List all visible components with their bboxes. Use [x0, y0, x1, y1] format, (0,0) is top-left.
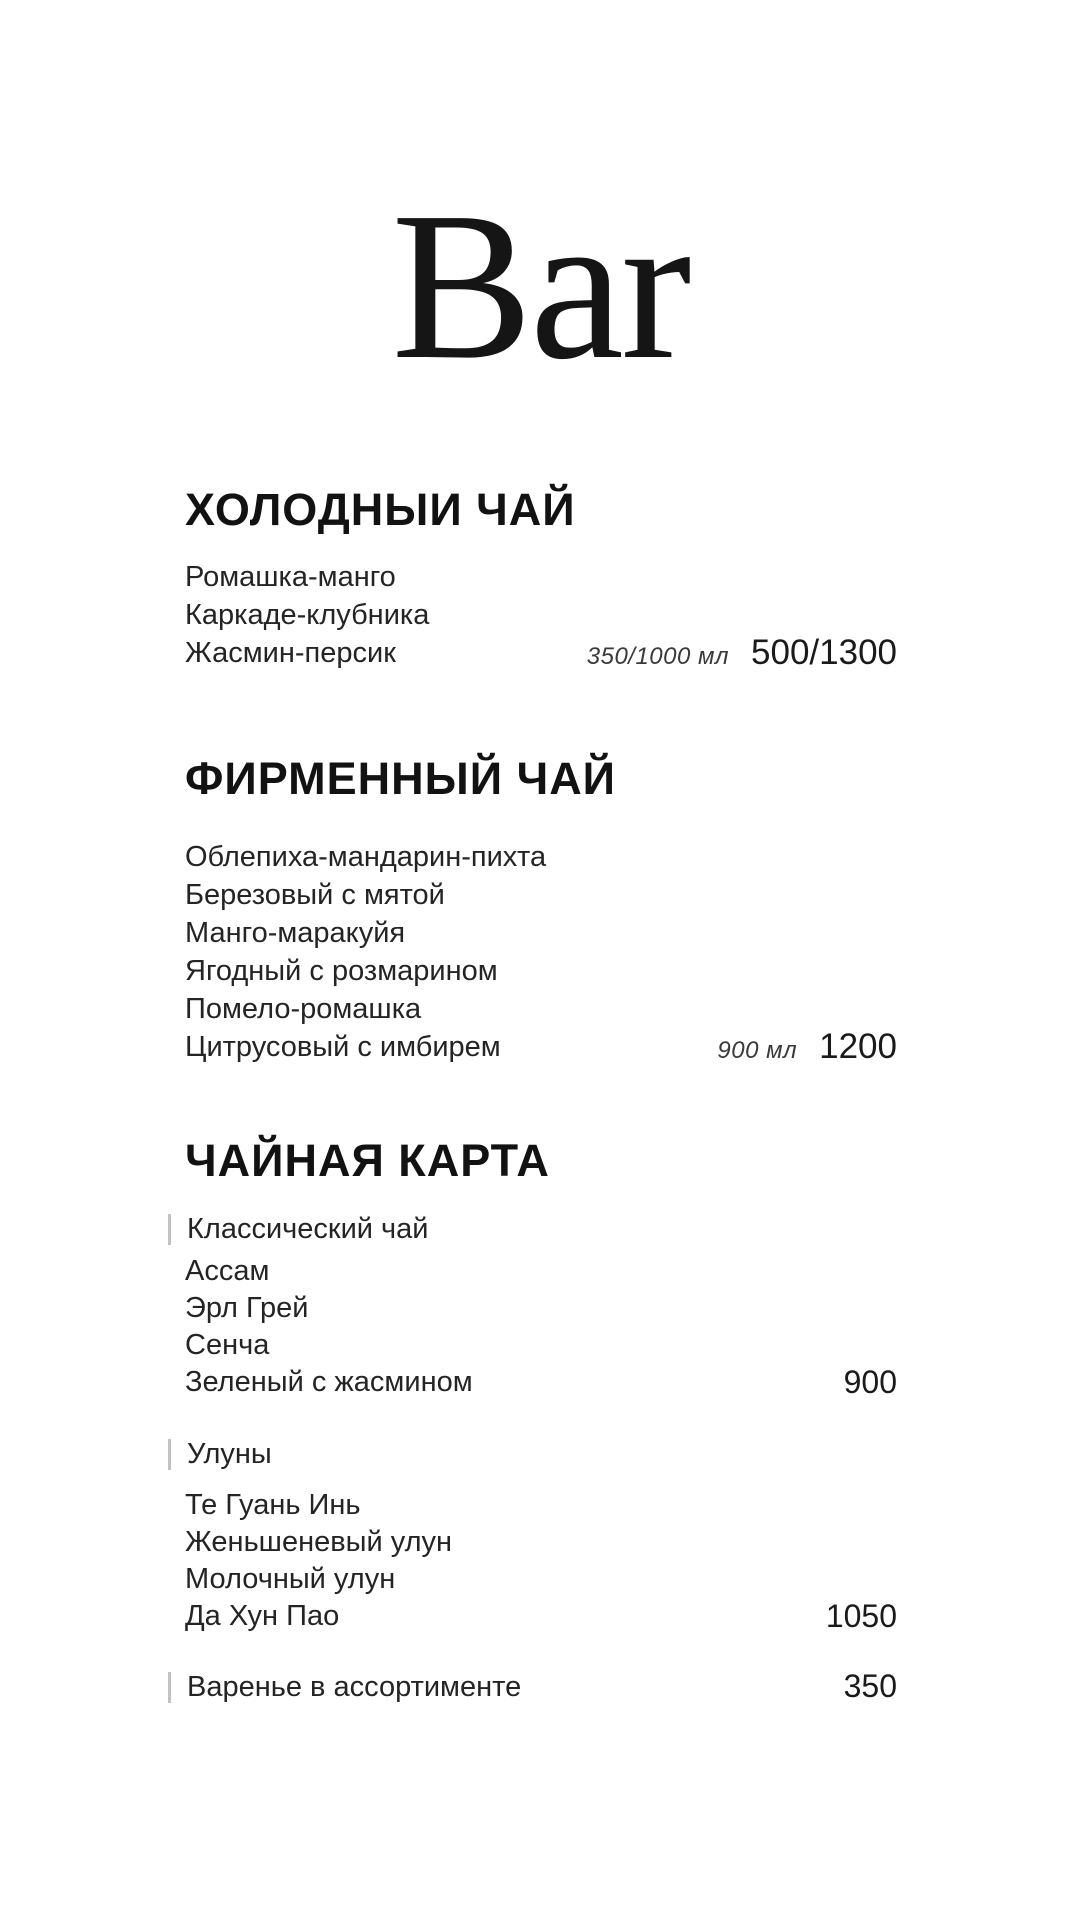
- menu-item: Сенча: [185, 1329, 270, 1361]
- subsection-items-classic-tea: [185, 1253, 473, 1401]
- menu-item: Жасмин-персик: [185, 637, 396, 669]
- menu-item: Зеленый с жасмином: [185, 1366, 473, 1398]
- menu-item: Те Гуань Инь: [185, 1489, 361, 1521]
- subsection-divider-bar: [168, 1672, 171, 1703]
- volume-label: 350/1000 мл: [586, 643, 730, 670]
- price-label: 1050: [825, 1598, 897, 1634]
- menu-item: Молочный улун: [185, 1563, 396, 1595]
- price-label: 350: [843, 1668, 897, 1704]
- section-heading-tea-card: ЧАЙНАЯ КАРТА: [185, 1135, 550, 1186]
- price-label: 900: [843, 1364, 897, 1400]
- price-row: [826, 1598, 897, 1635]
- price-row: [587, 634, 897, 672]
- menu-item: Ассам: [185, 1255, 270, 1287]
- price-row: [717, 1028, 897, 1066]
- subsection-label-classic-tea: Классический чай: [187, 1213, 429, 1245]
- volume-label: 900 мл: [717, 1037, 798, 1064]
- menu-item: Манго-маракуйя: [185, 917, 406, 949]
- menu-item: Женьшеневый улун: [185, 1526, 453, 1558]
- menu-item: Березовый с мятой: [185, 879, 445, 911]
- menu-item: Ягодный с розмарином: [185, 955, 498, 987]
- menu-item: Да Хун Пао: [185, 1600, 340, 1632]
- menu-item: Облепиха-мандарин-пихта: [185, 841, 547, 873]
- price-label: 1200: [819, 1027, 897, 1066]
- subsection-divider-bar: [168, 1439, 171, 1470]
- price-row: [844, 1668, 897, 1705]
- section-heading-signature-tea: ФИРМЕННЫЙ ЧАЙ: [185, 753, 617, 804]
- subsection-divider-bar: [168, 1214, 171, 1245]
- price-row: [844, 1364, 897, 1401]
- section-heading-cold-tea: ХОЛОДНЫИ ЧАЙ: [185, 484, 576, 535]
- menu-item: Ромашка-манго: [185, 561, 396, 593]
- jam-assortment-label: Варенье в ассортименте: [187, 1671, 522, 1703]
- menu-item: Помело-ромашка: [185, 993, 422, 1025]
- menu-item: Цитрусовый с имбирем: [185, 1031, 501, 1063]
- menu-item: Каркаде-клубника: [185, 599, 430, 631]
- section-items-signature-tea: [185, 838, 546, 1066]
- section-items-cold-tea: [185, 558, 429, 672]
- price-label: 500/1300: [751, 633, 897, 672]
- subsection-items-oolongs: [185, 1487, 452, 1635]
- page-title: Bar: [391, 168, 689, 403]
- menu-item: Эрл Грей: [185, 1292, 309, 1324]
- subsection-label-oolongs: Улуны: [187, 1438, 272, 1470]
